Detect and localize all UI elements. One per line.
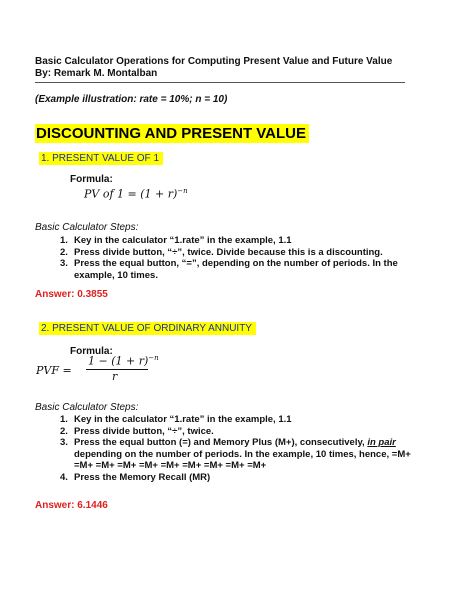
document-author: By: Remark M. Montalban: [35, 68, 158, 79]
part2-numerator-text: 1 − (1 + r): [88, 354, 149, 368]
part1-heading: 1. PRESENT VALUE OF 1: [39, 152, 163, 165]
section-heading: DISCOUNTING AND PRESENT VALUE: [35, 124, 309, 143]
step-number: 4.: [60, 471, 68, 483]
part2-formula-denominator: r: [112, 370, 118, 383]
emphasis-in-pair: in pair: [367, 437, 396, 448]
list-item: [60, 235, 420, 247]
part2-formula-lhs: PVF =: [36, 364, 72, 377]
part1-answer: Answer: 0.3855: [35, 289, 108, 300]
part2-answer: Answer: 6.1446: [35, 500, 108, 511]
list-item: [60, 472, 420, 484]
step-text: Press divide button, “÷”, twice. Divide because this is a discounting.: [74, 246, 383, 258]
example-illustration: (Example illustration: rate = 10%; n = 10): [35, 94, 228, 105]
part2-formula-numerator: [88, 354, 159, 368]
list-item: [60, 437, 420, 472]
list-item: [60, 247, 420, 259]
step-number: 2.: [60, 246, 68, 258]
step-text: Key in the calculator “1.rate” in the example, 1.1: [74, 414, 292, 425]
part1-formula-text: PV of 1 = (1 + r): [84, 187, 178, 201]
part2-steps-label: Basic Calculator Steps:: [35, 402, 139, 413]
step-number: 3.: [60, 437, 68, 448]
step-text: [74, 437, 420, 472]
list-item: [60, 426, 420, 438]
step-number: 2.: [60, 425, 68, 437]
header-divider: [35, 82, 405, 83]
step-number: 1.: [60, 414, 68, 425]
part2-steps-list: [60, 414, 420, 483]
step-text: Press the equal button, “=”, depending on the number of periods. In the example, 10 times.: [74, 258, 398, 281]
part1-steps-label: Basic Calculator Steps:: [35, 222, 139, 233]
part1-formula-exponent: −n: [177, 187, 188, 195]
step-text: Press divide button, “÷”, twice.: [74, 425, 214, 437]
part2-heading: 2. PRESENT VALUE OF ORDINARY ANNUITY: [39, 322, 256, 335]
part1-steps-list: [60, 235, 420, 281]
step-number: 3.: [60, 258, 68, 269]
step-text-part: depending on the number of periods. In the example, 10 times, hence, =M+ =M+ =M+ =M+ =M+ =M+ =M+ =M+ =M+ =M+: [74, 448, 411, 471]
part2-formula-label: Formula:: [70, 346, 113, 357]
list-item: [60, 414, 420, 426]
part1-formula-label: Formula:: [70, 174, 113, 185]
part2-formula-fraction: [84, 354, 159, 384]
step-text: Press the Memory Recall (MR): [74, 471, 211, 483]
step-text-part: Press the equal button (=) and Memory Plus (M+), consecutively,: [74, 437, 368, 448]
step-number: 1.: [60, 235, 68, 246]
step-text: Key in the calculator “1.rate” in the example, 1.1: [74, 235, 292, 246]
list-item: [60, 258, 420, 281]
document-title: Basic Calculator Operations for Computing Present Value and Future Value: [35, 56, 393, 67]
part1-formula: [84, 187, 188, 201]
part2-numerator-exponent: −n: [148, 354, 159, 362]
